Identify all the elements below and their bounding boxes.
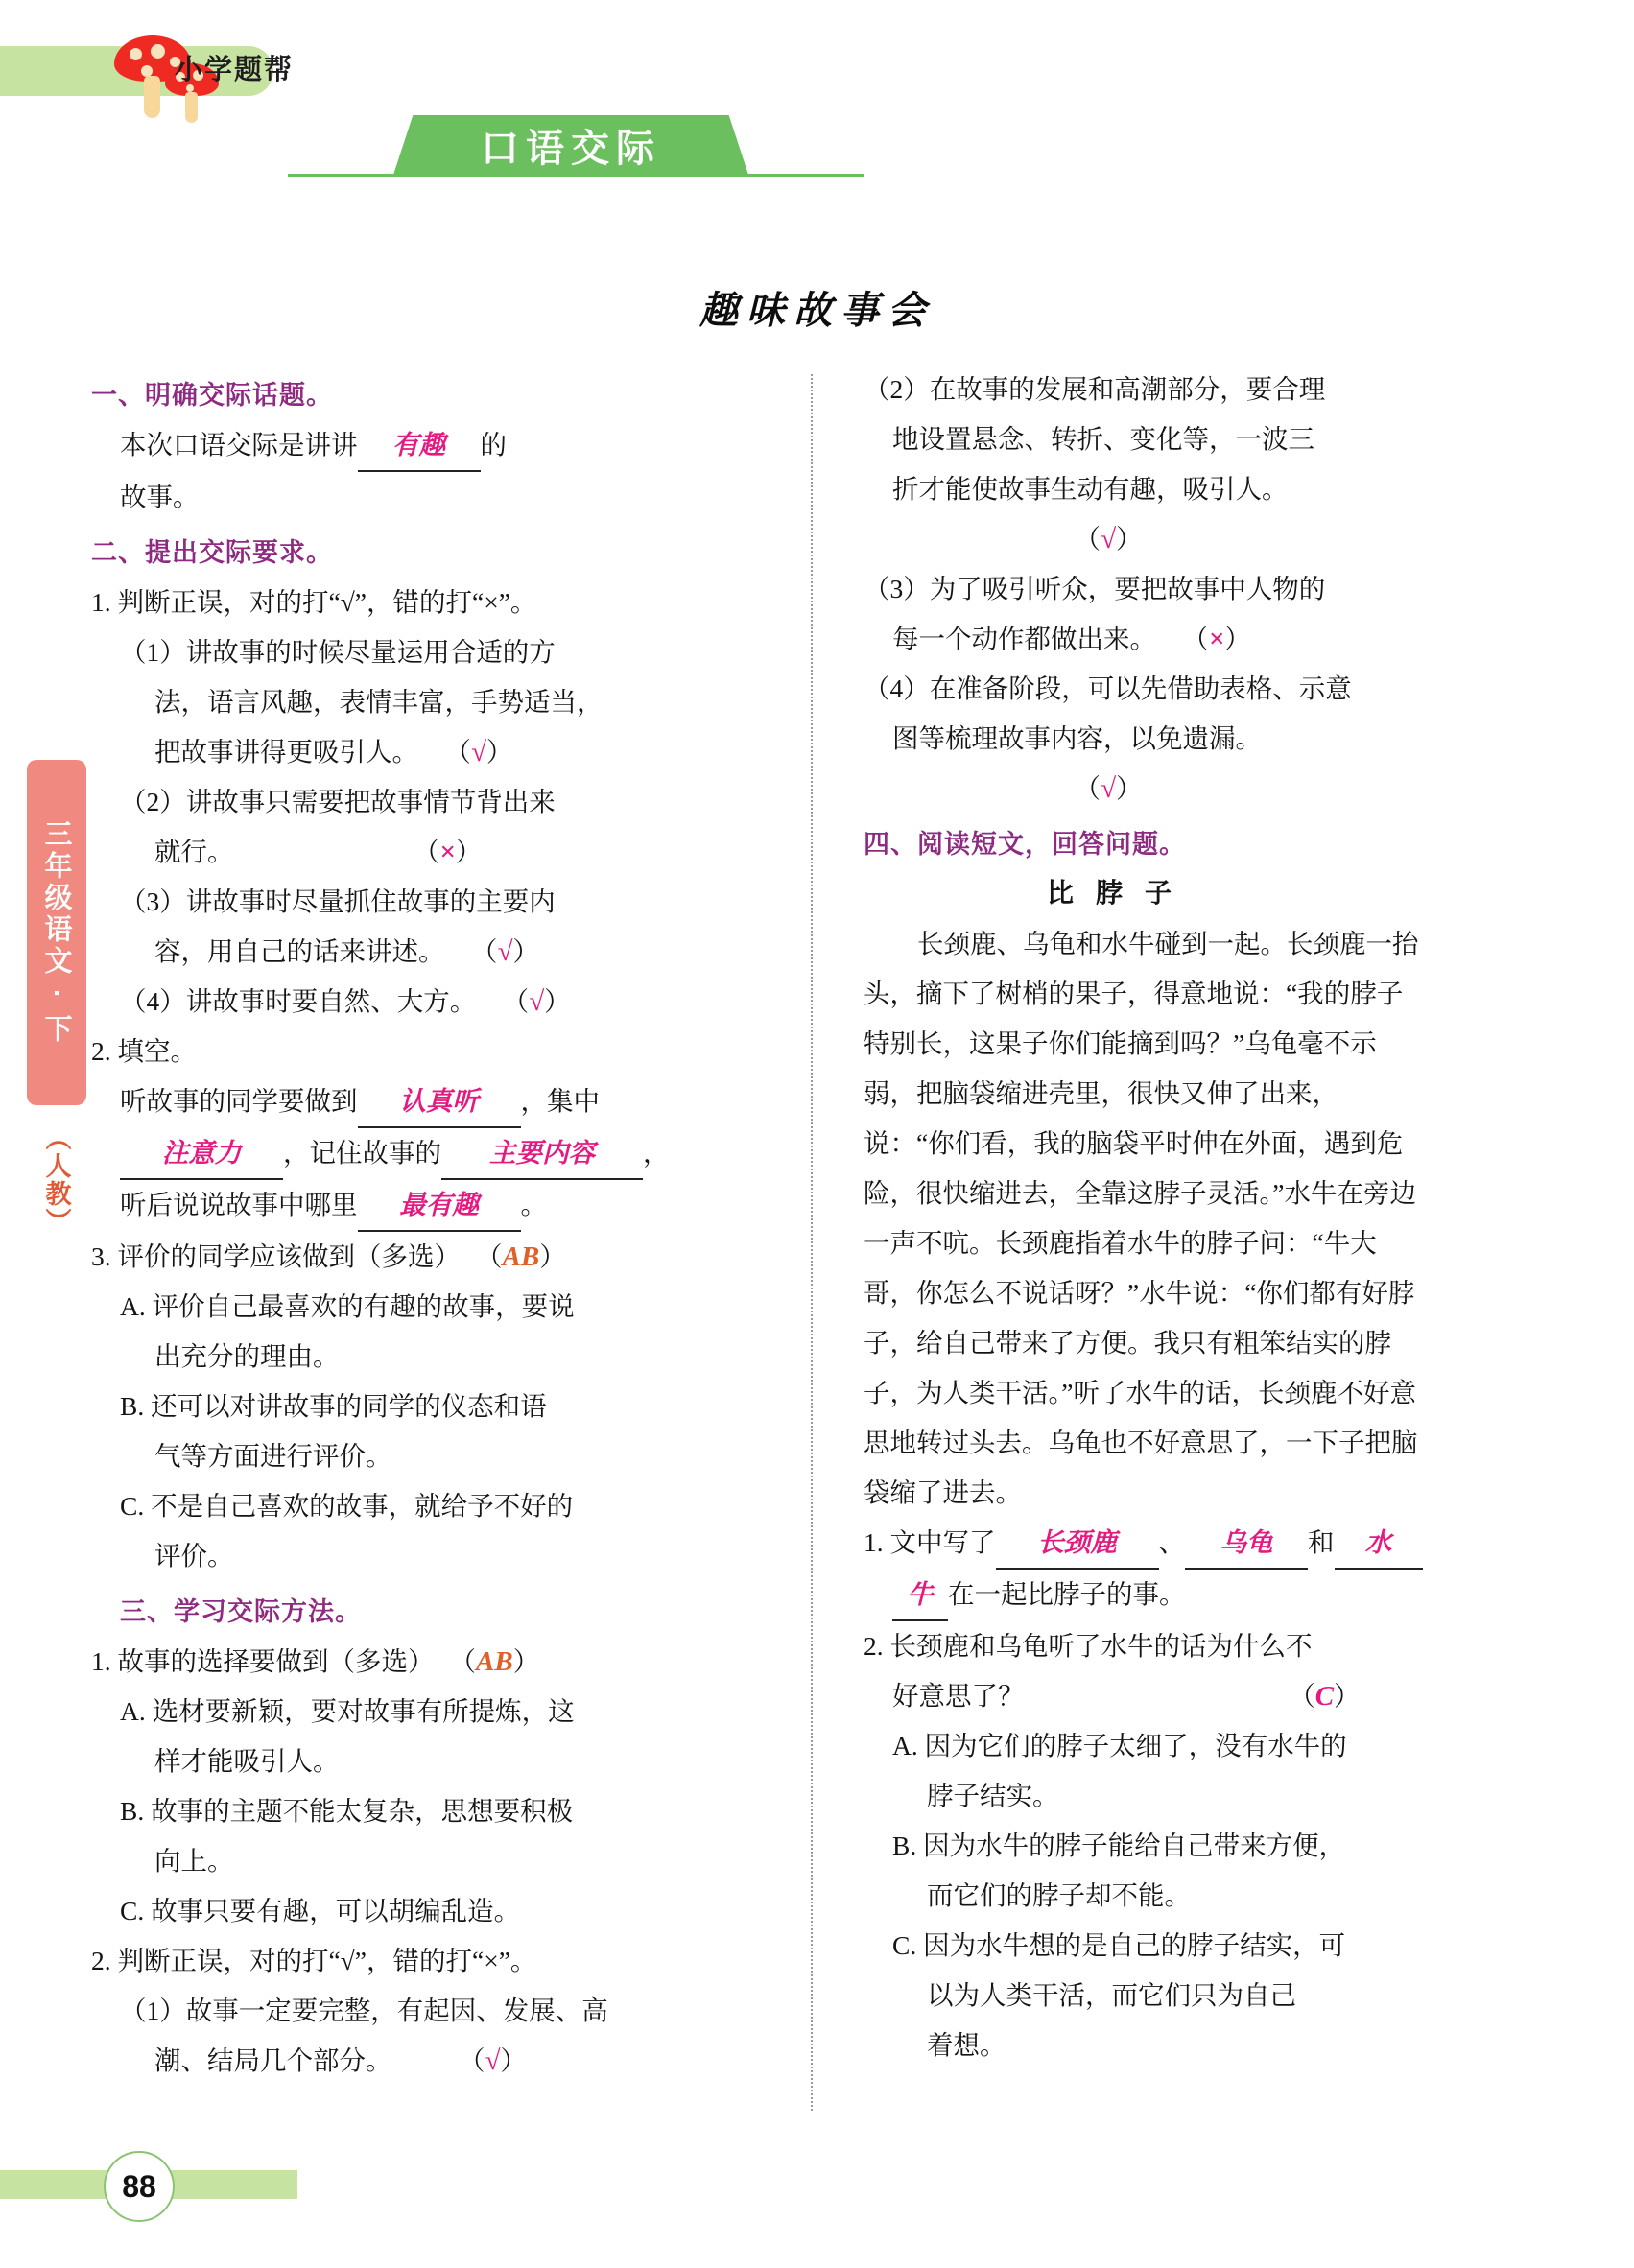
s3-q2-2-line2: 地设置悬念、转折、变化等，一波三 [892,424,1314,454]
s2-q1-1-line3 [91,727,542,777]
heading-section-2: 二、提出交际要求。 [91,538,333,567]
answer-paren-s2q3[interactable]: （AB） [476,1241,566,1272]
answer-blank-maincontent[interactable]: 主要内容 [441,1128,643,1180]
s3-q1-text: 1. 故事的选择要做到（多选） [91,1646,435,1676]
answer-paren-s3q2-1[interactable]: （√） [458,2045,527,2076]
r-q1-text-c: 和 [1308,1527,1335,1557]
s3-q2-1-line1: （1）故事一定要完整，有起因、发展、高 [120,1996,608,2025]
passage-body [864,919,1420,1518]
right-column [864,365,1420,2070]
s2-q2-text-a: 听故事的同学要做到 [120,1086,358,1116]
s2-q3-optC-2: 评价。 [154,1541,234,1571]
s3-q2-3-line1: （3）为了吸引听众，要把故事中人物的 [864,574,1326,603]
s2-q2-stem: 2. 填空。 [91,1036,197,1066]
answer-paren-s2q1-2[interactable]: （×） [413,837,483,867]
heading-section-1: 一、明确交际话题。 [91,381,333,410]
answer-blank-listen[interactable]: 认真听 [358,1076,521,1128]
s3-q1-optA-1[interactable]: A. 选材要新颖，要对故事有所提炼，这 [120,1696,575,1726]
s2-q1-3-line2 [91,927,542,977]
page-number: 88 [104,2151,175,2222]
answer-paren-s2q1-4[interactable]: （√） [502,986,571,1017]
s2-q2-line1 [91,1076,600,1128]
s3-q1-optC-1[interactable]: C. 故事只要有趣，可以胡编乱造。 [120,1896,521,1925]
r-q2-optA-1[interactable]: A. 因为它们的脖子太细了，没有水牛的 [892,1731,1347,1760]
section-1-line-2: 故事。 [120,482,200,511]
answer-blank-turtle[interactable]: 乌龟 [1185,1518,1308,1570]
answer-paren-rq2[interactable]: （C） [1289,1681,1361,1712]
heading-section-3: 三、学习交际方法。 [120,1597,362,1626]
s3-q2-4-line1: （4）在准备阶段，可以先借助表格、示意 [864,673,1352,703]
publisher-label: （人教） [41,1124,71,1236]
answer-paren-s3q2-4[interactable]: （√） [1074,773,1143,804]
s2-q1-4-text: （4）讲故事时要自然、大方。 [120,986,477,1016]
r-q2-text: 好意思了？ [892,1681,1025,1711]
s2-q1-1-line2: 法，语言风趣，表情丰富，手势适当， [154,687,604,717]
r-q1-line1 [864,1518,1420,1570]
lesson-subtitle: 趣味故事会 [699,289,935,332]
grade-tab-label: 三年级语文 · 下 [40,819,72,1046]
section-1-line-1 [91,420,542,472]
r-q2-optA-2: 脖子结实。 [927,1781,1059,1810]
r-q2-line1: 2. 长颈鹿和乌龟听了水牛的话为什么不 [864,1631,1313,1661]
s2-q1-1-line1: （1）讲故事的时候尽量运用合适的方 [120,637,556,667]
s2-q3-text: 3. 评价的同学应该做到（多选） [91,1241,461,1271]
answer-blank-giraffe[interactable]: 长颈鹿 [996,1518,1159,1570]
s2-q2-text-c: ，记住故事的 [283,1138,441,1168]
s2-q2-text-b: ，集中 [520,1086,600,1116]
r-q1-text-b: 、 [1158,1527,1185,1557]
s3-q2-2-line3: 折才能使故事生动有趣，吸引人。 [892,474,1289,504]
s2-q1-2-text: 就行。 [154,837,234,866]
s2-q3-optC-1[interactable]: C. 不是自己喜欢的故事，就给予不好的 [120,1491,574,1521]
passage-paragraph: 长颈鹿、乌龟和水牛碰到一起。长颈鹿一抬头，摘下了树梢的果子，得意地说：“我的脖子特别长，这果子你们能摘到吗？”乌龟毫不示弱，把脑袋缩进壳里，很快又伸了出来，说：“你们看，我的脑袋平时伸在外面，遇到危险，很快缩进去，全靠这脖子灵活。”水牛在旁边一声不吭。长颈鹿指着水牛的脖子问：“牛大哥，你怎么不说话呀？”水牛说：“你们都有好脖子，给自己带来了方便。我只有粗笨结实的脖子，为人类干活。”听了水牛的话，长颈鹿不好意思地转过头去。乌龟也不好意思了，一下子把脑袋缩了进去。 [864,929,1419,1507]
r-q2-optC-3: 着想。 [927,2030,1006,2060]
s3-q2-2-line1: （2）在故事的发展和高潮部分，要合理 [864,374,1326,404]
answer-blank-buffalo-1[interactable]: 水 [1335,1518,1423,1570]
s3-q1-optA-2: 样才能吸引人。 [154,1746,340,1776]
s2-q2-line3 [91,1180,547,1232]
s2-q1-3-line1: （3）讲故事时尽量抓住故事的主要内 [120,886,556,916]
s2-q1-2-line2 [91,827,542,877]
answer-paren-s3q2-2[interactable]: （√） [1074,524,1143,555]
s3-q2-1-text: 潮、结局几个部分。 [154,2045,392,2075]
answer-paren-s3q2-3[interactable]: （×） [1182,624,1251,654]
r-q1-line2 [864,1570,1420,1621]
answer-row-s3q2-4 [864,764,1420,814]
s3-q2-1-line2 [91,2036,542,2086]
s3-q2-4-line2: 图等梳理故事内容，以免遗漏。 [892,723,1262,753]
s3-q1-optB-1[interactable]: B. 故事的主题不能太复杂，思想要积极 [120,1796,574,1826]
answer-row-s3q2-2 [864,514,1420,564]
s1-text-a: 本次口语交际是讲讲 [120,430,358,460]
s2-q2-text-e: 听后说说故事中哪里 [120,1190,358,1219]
left-column [91,365,670,2086]
answer-blank-funniest[interactable]: 最有趣 [358,1180,521,1232]
s2-q3-optA-2: 出充分的理由。 [154,1341,340,1371]
column-divider [811,374,813,2111]
s3-q2-3-text: 每一个动作都做出来。 [892,624,1156,653]
s2-q1-4-line1 [91,977,571,1027]
answer-blank-topic[interactable]: 有趣 [358,420,481,472]
s2-q2-line2 [91,1128,670,1180]
s2-q3-optB-1[interactable]: B. 还可以对讲故事的同学的仪态和语 [120,1391,547,1421]
s2-q1-stem: 1. 判断正误，对的打“√”，错的打“×”。 [91,587,537,617]
heading-section-4: 四、阅读短文，回答问题。 [864,830,1186,859]
s2-q1-1-text: 把故事讲得更吸引人。 [154,737,418,767]
answer-paren-s2q1-1[interactable]: （√） [444,737,513,768]
s2-q3-optA-1[interactable]: A. 评价自己最喜欢的有趣的故事，要说 [120,1291,575,1321]
r-q2-optB-2: 而它们的脖子却不能。 [927,1880,1191,1910]
grade-tab [27,760,86,1105]
r-q1-text-a: 1. 文中写了 [864,1527,996,1557]
r-q2-line2 [864,1671,1420,1721]
s2-q1-3-text: 容，用自己的话来讲述。 [154,936,445,966]
answer-paren-s3q1[interactable]: （AB） [449,1646,540,1677]
s2-q2-text-d: ， [643,1138,670,1168]
s2-q3-stem [91,1232,566,1282]
s3-q2-stem: 2. 判断正误，对的打“√”，错的打“×”。 [91,1946,537,1975]
s3-q1-optB-2: 向上。 [154,1846,234,1876]
s3-q2-3-line2 [864,614,1420,664]
s2-q2-text-f: 。 [520,1190,547,1219]
s2-q3-optB-2: 气等方面进行评价。 [154,1441,392,1471]
section-banner [393,115,748,175]
answer-blank-attention[interactable]: 注意力 [120,1128,283,1180]
r-q1-text-d: 在一起比脖子的事。 [948,1579,1186,1609]
answer-blank-buffalo-2[interactable]: 牛 [892,1570,948,1621]
answer-paren-s2q1-3[interactable]: （√） [470,936,539,967]
r-q2-optC-1[interactable]: C. 因为水牛想的是自己的脖子结实，可 [892,1930,1346,1960]
r-q2-optB-1[interactable]: B. 因为水牛的脖子能给自己带来方便， [892,1831,1346,1860]
brand-label: 小学题帮 [175,55,295,85]
s3-q1-stem [91,1637,542,1687]
r-q2-optC-2: 以为人类干活，而它们只为自己 [927,1980,1296,2010]
s1-text-b: 的 [480,430,507,460]
banner-title: 口语交际 [481,127,661,170]
s2-q1-2-line1: （2）讲故事只需要把故事情节背出来 [120,787,556,816]
passage-title: 比 脖 子 [1046,879,1179,909]
